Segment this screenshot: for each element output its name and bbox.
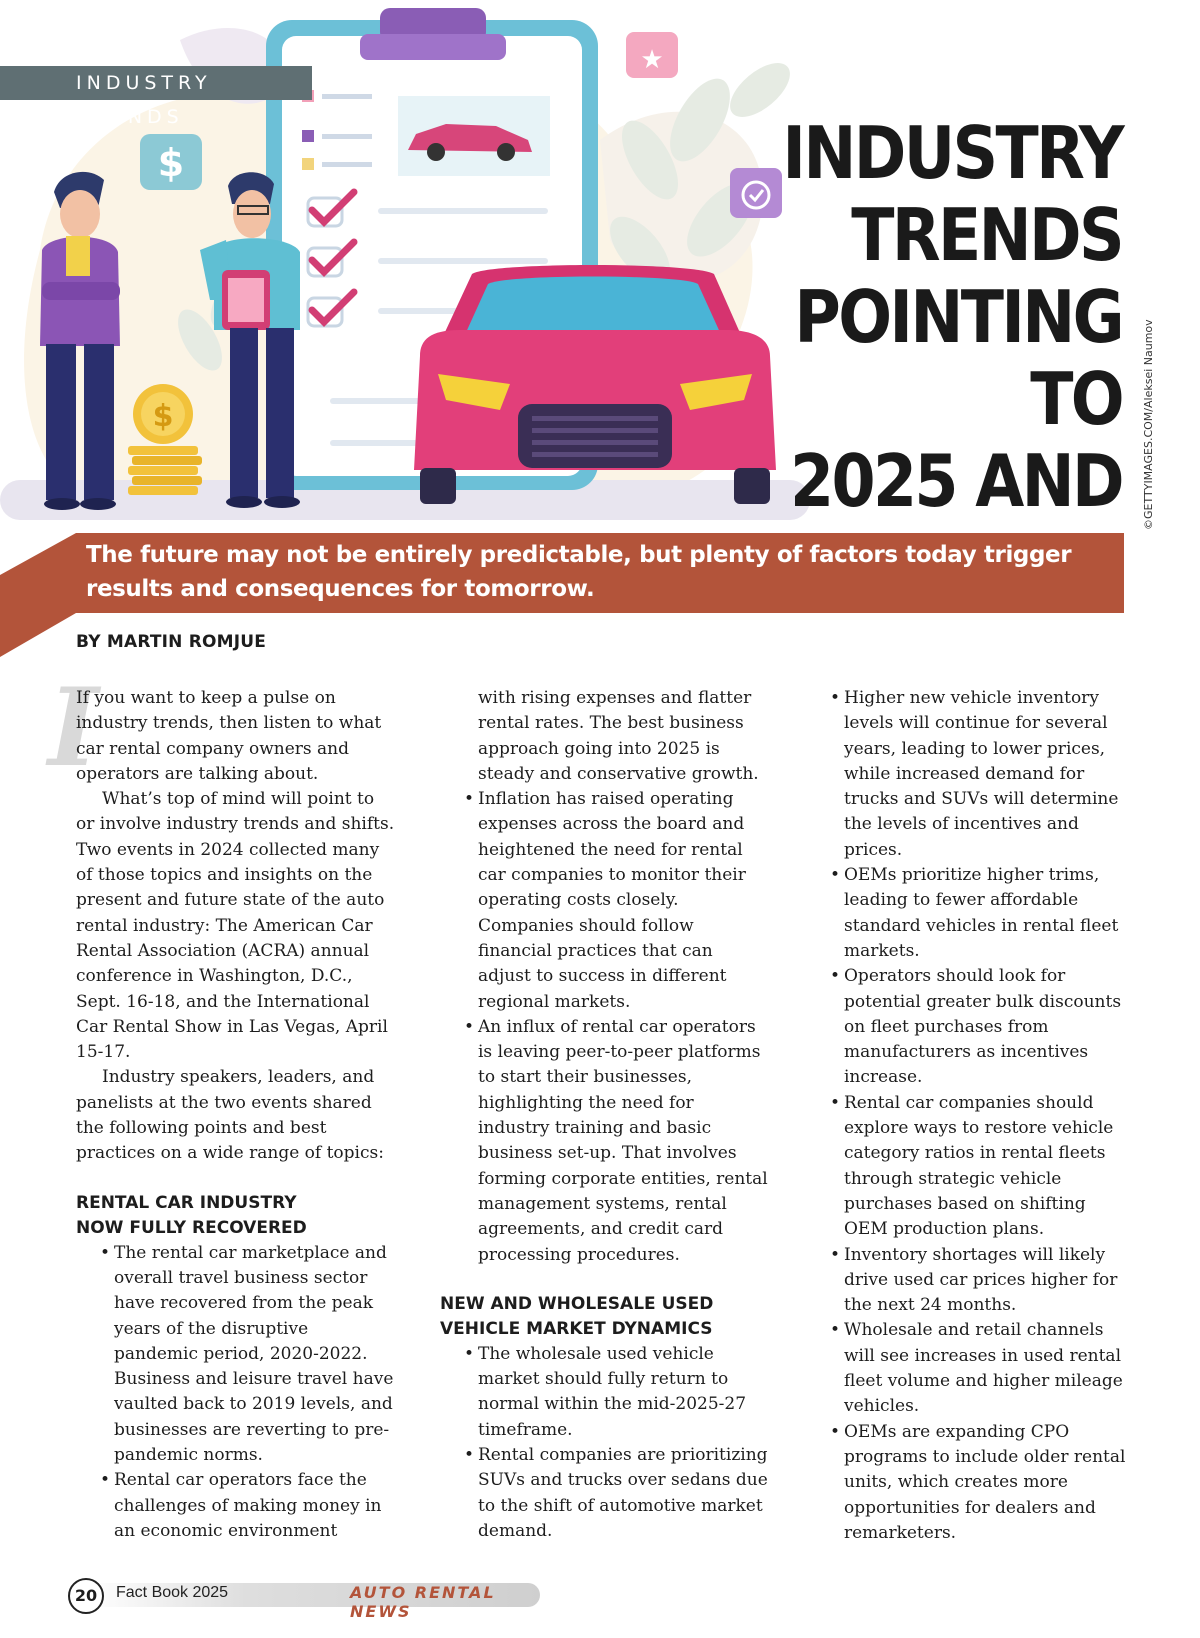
photo-credit: ©GETTYIMAGES.COM/Aleksei Naumov [1142, 319, 1155, 530]
subhead [76, 1191, 396, 1241]
column-3 [830, 686, 1130, 1546]
paragraph: with rising expenses and flatter rental rates. The best business approach going into 2025 is steady and conservative growth. [478, 688, 759, 784]
list-item: • Rental companies are prioritizing SUVs and trucks over sedans due to the shift of automotive market demand. [440, 1443, 770, 1544]
list-item: • Higher new vehicle inventory levels will continue for several years, leading to lower prices, while increased demand for trucks and SUVs will determine the levels of incentives and prices. [830, 686, 1130, 863]
column-1 [76, 686, 396, 1544]
list-item: • OEMs are expanding CPO programs to include older rental units, which creates more opportunities for dealers and remarketers. [830, 1420, 1130, 1546]
headline-line: POINTING TO [794, 275, 1122, 441]
bullet-list [440, 1342, 770, 1544]
byline: BY MARTIN ROMJUE [76, 632, 267, 652]
list-item: • Operators should look for potential greater bulk discounts on fleet purchases from manufacturers as incentives increase. [830, 964, 1130, 1090]
subhead-line: NEW AND WHOLESALE USED [440, 1293, 714, 1314]
headline-line: 2025 AND [790, 439, 1122, 523]
section-tag: INDUSTRY TRENDS [0, 66, 312, 100]
subhead-line: RENTAL CAR INDUSTRY [76, 1192, 297, 1213]
list-item: • Rental car operators face the challenges of making money in an economic environment [76, 1468, 396, 1544]
list-item: • Rental car companies should explore ways to restore vehicle category ratios in rental fleets through strategic vehicle purchases based on shifting OEM production plans. [830, 1091, 1130, 1243]
magazine-name: AUTO RENTAL NEWS [350, 1583, 496, 1621]
list-item: • An influx of rental car operators is leaving peer-to-peer platforms to start their businesses, highlighting the need for industry training and basic business set-up. That involves forming corporate entities, rental management systems, rental agreements, and credit card processing procedures. [440, 1015, 770, 1268]
list-item: • Wholesale and retail channels will see increases in used rental fleet volume and higher mileage vehicles. [830, 1318, 1130, 1419]
hero-illustration [0, 0, 1200, 540]
paragraph: Industry speakers, leaders, and panelists at the two events shared the following points and best practices on a wide range of topics: [76, 1067, 384, 1164]
bullet-list [76, 1241, 396, 1545]
headline [717, 112, 1122, 604]
page-footer [68, 1578, 544, 1621]
deck-corner-shape [0, 533, 80, 657]
drop-cap: I [48, 665, 99, 791]
paragraph: If you want to keep a pulse on industry trends, then listen to what car rental company owners and operators are talking about. [76, 688, 382, 784]
list-item: • The rental car marketplace and overall travel business sector have recovered from the peak years of the disruptive pandemic period, 2020-2022. Business and leisure travel have vaulted back to 2019 levels, and businesses are reverting to pre-pandemic norms. [76, 1241, 396, 1469]
svg-text:$: $ [157, 141, 185, 185]
list-item: • The wholesale used vehicle market should fully return to normal within the mid-2025-27 timeframe. [440, 1342, 770, 1443]
list-item: • Inventory shortages will likely drive used car prices higher for the next 24 months. [830, 1243, 1130, 1319]
svg-text:$: $ [152, 399, 174, 434]
svg-text:★: ★ [640, 45, 664, 75]
column-2 [440, 686, 770, 1544]
publication-name: Fact Book 2025 [116, 1584, 229, 1601]
headline-line: INDUSTRY [782, 111, 1122, 195]
subhead-line: NOW FULLY RECOVERED [76, 1217, 307, 1238]
page-number: 20 [68, 1578, 104, 1614]
list-item: • OEMs prioritize higher trims, leading to fewer affordable standard vehicles in rental fleet markets. [830, 863, 1130, 964]
list-item: • Inflation has raised operating expenses across the board and heightened the need for rental car companies to monitor their operating costs closely. Companies should follow financial practices that can adjust to success in different regional markets. [440, 787, 770, 1015]
headline-line: TRENDS [851, 193, 1122, 277]
dollar-sign-icon [140, 134, 202, 190]
deck-text: The future may not be entirely predictable, but plenty of factors today trigger results and consequences for tomorrow. [76, 533, 1124, 613]
bullet-list [440, 787, 770, 1268]
subhead [440, 1292, 770, 1342]
paragraph: What’s top of mind will point to or involve industry trends and shifts. Two events in 2024 collected many of those topics and insights on the present and future state of the auto rental industry: The American Car Rental Association (ACRA) annual conference in Washington, D.C., Sept. 16-18, and the International Car Rental Show in Las Vegas, April 15-17. [76, 789, 395, 1063]
stars-icon [626, 32, 678, 78]
bullet-list [830, 686, 1130, 1546]
subhead-line: VEHICLE MARKET DYNAMICS [440, 1318, 713, 1339]
